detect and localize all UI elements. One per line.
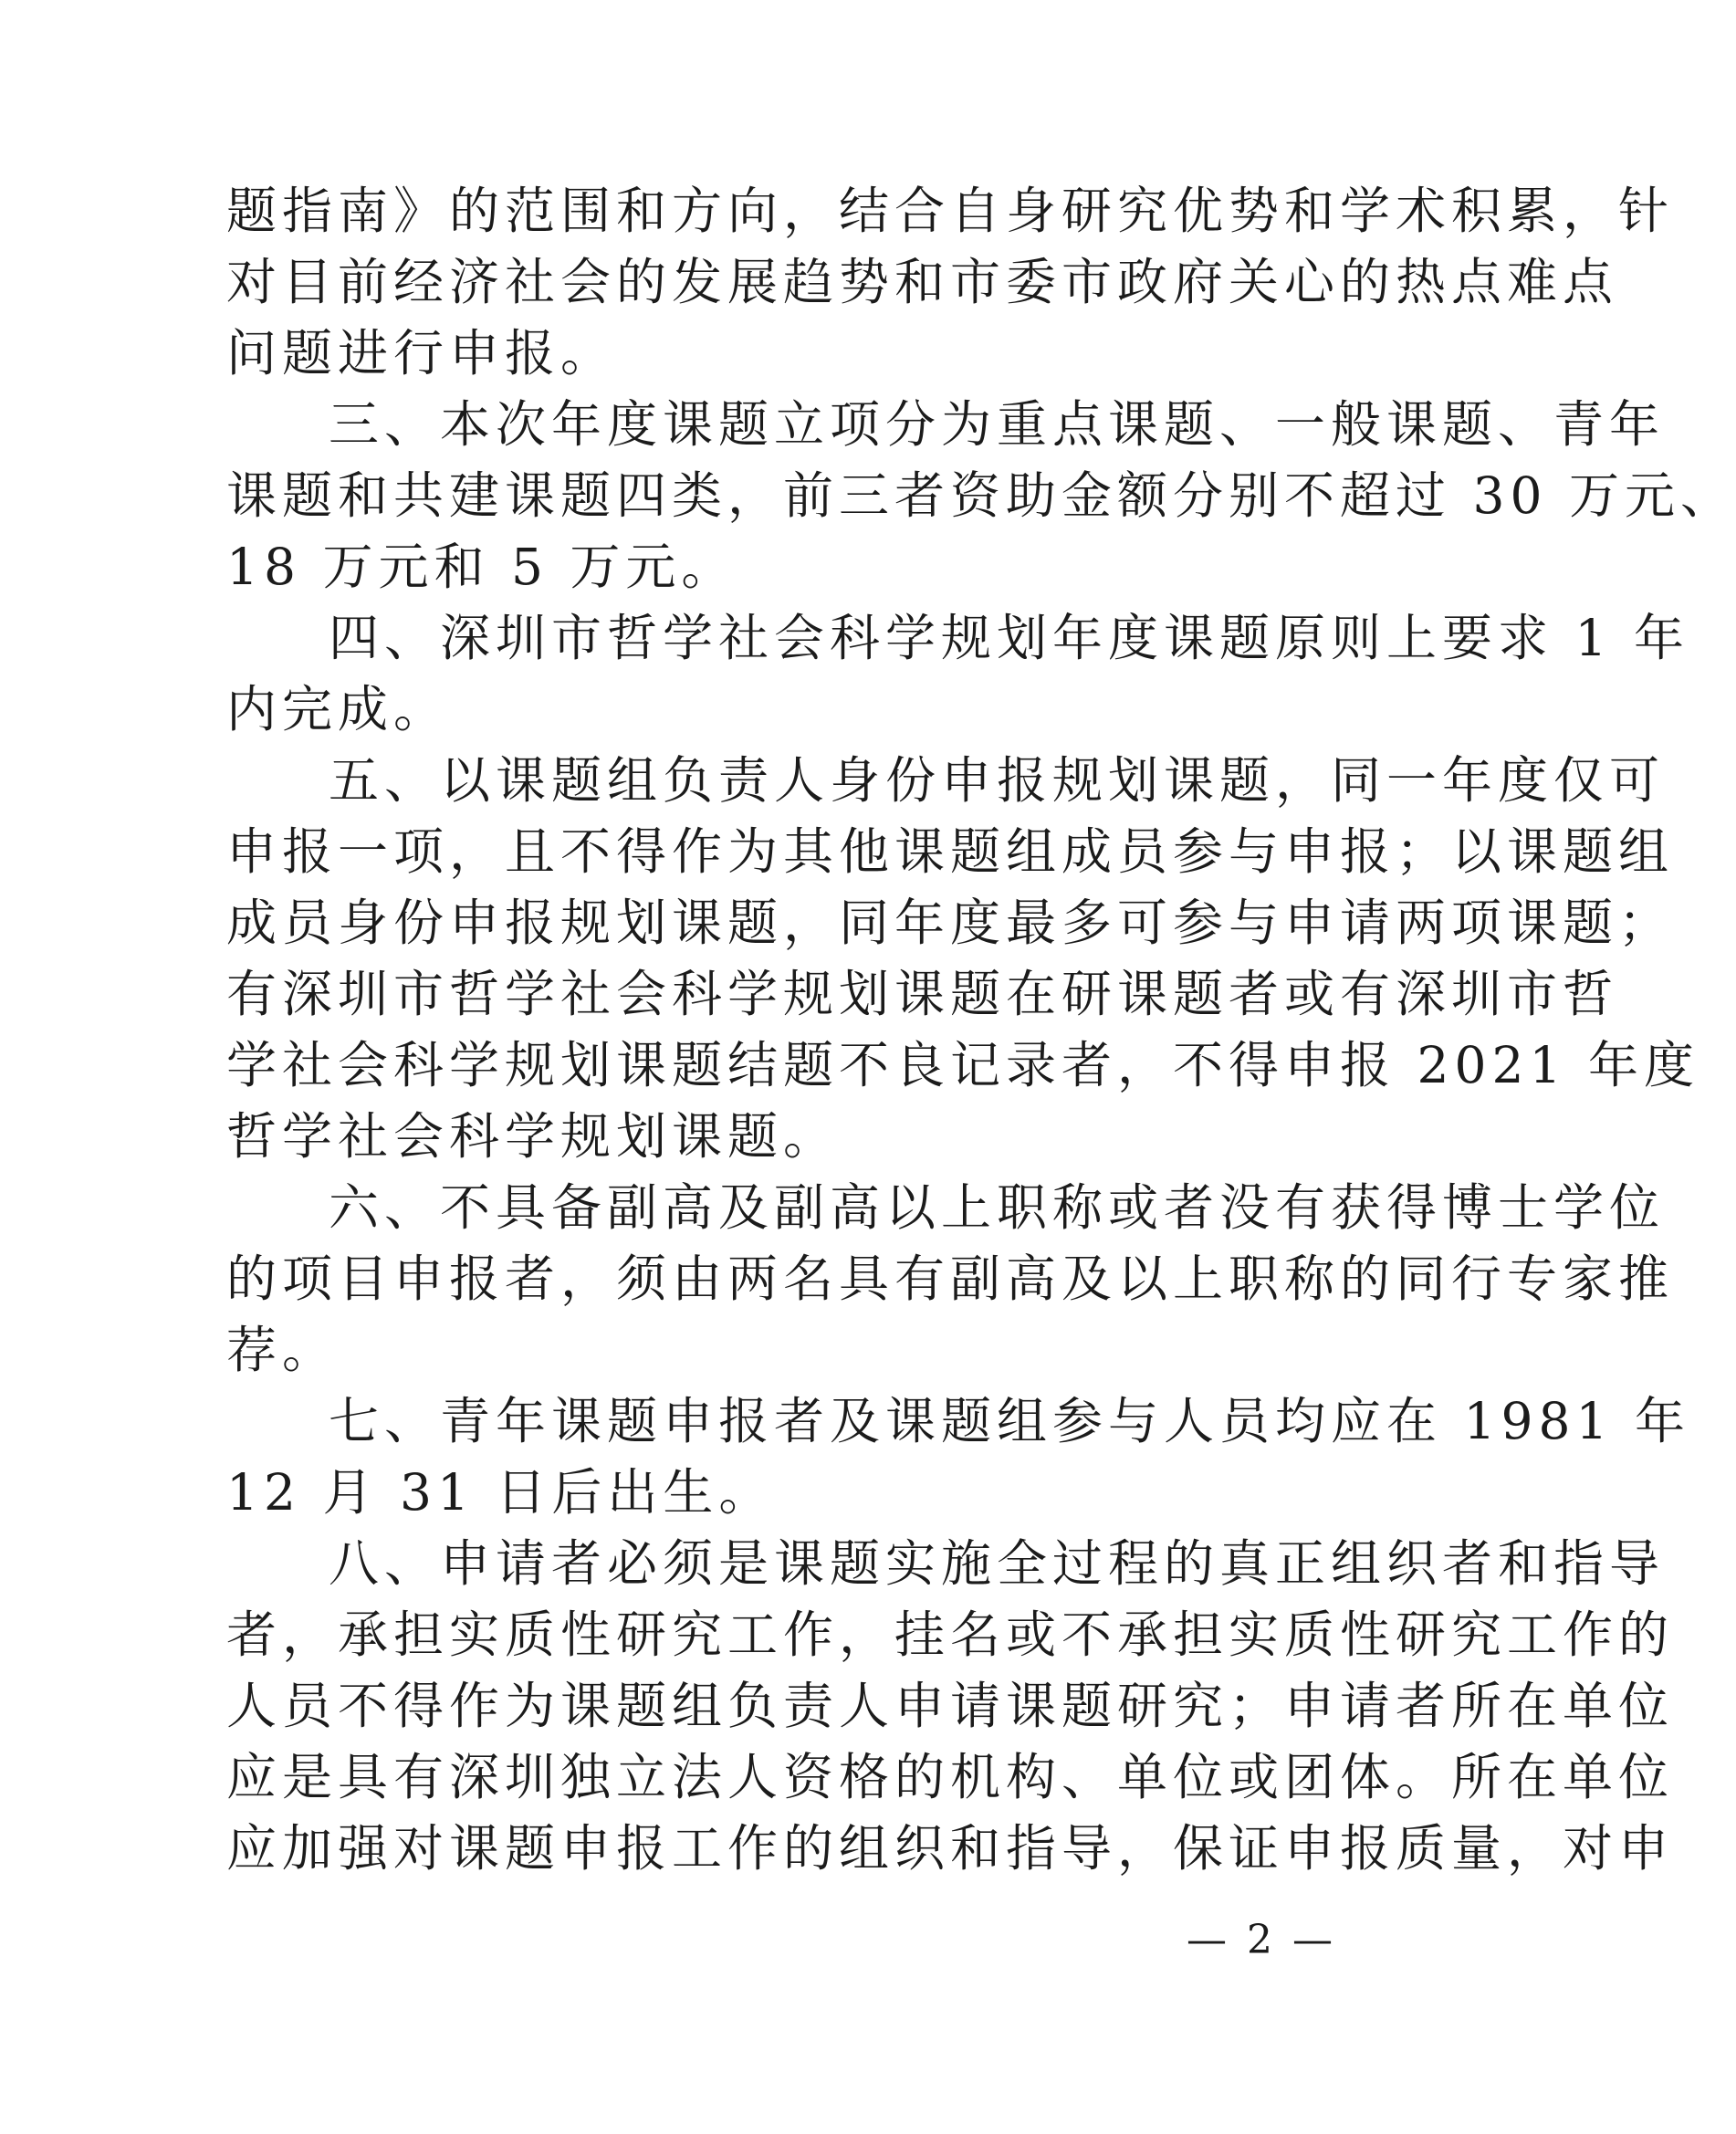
text-line: 的项目申报者，须由两名具有副高及以上职称的同行专家推	[226, 1250, 1675, 1308]
text-line: 应是具有深圳独立法人资格的机构、单位或团体。所在单位	[226, 1748, 1675, 1806]
text-line: 者，承担实质性研究工作，挂名或不承担实质性研究工作的	[226, 1606, 1675, 1664]
text-line: 五、以课题组负责人身份申报规划课题，同一年度仅可	[329, 751, 1666, 810]
text-line: 荐。	[226, 1321, 339, 1379]
text-line: 人员不得作为课题组负责人申请课题研究；申请者所在单位	[226, 1677, 1675, 1735]
text-line: 有深圳市哲学社会科学规划课题在研课题者或有深圳市哲	[226, 965, 1619, 1023]
text-line: 申报一项，且不得作为其他课题组成员参与申报；以课题组	[226, 822, 1675, 881]
text-line: 学社会科学规划课题结题不良记录者，不得申报 2021 年度	[226, 1036, 1699, 1094]
text-line: 对目前经济社会的发展趋势和市委市政府关心的热点难点	[226, 253, 1619, 311]
text-line: 应加强对课题申报工作的组织和指导，保证申报质量，对申	[226, 1819, 1675, 1878]
text-line: 18 万元和 5 万元。	[226, 538, 737, 596]
body-text	[226, 175, 1736, 1884]
text-line: 问题进行申报。	[226, 324, 617, 382]
text-line: 三、本次年度课题立项分为重点课题、一般课题、青年	[329, 395, 1666, 454]
text-line: 四、深圳市哲学社会科学规划年度课题原则上要求 1 年	[329, 609, 1689, 667]
text-line: 题指南》的范围和方向，结合自身研究优势和学术积累，针	[226, 182, 1675, 240]
text-line: 哲学社会科学规划课题。	[226, 1107, 840, 1166]
text-line: 课题和共建课题四类，前三者资助金额分别不超过 30 万元、	[226, 466, 1736, 525]
page-number: — 2 —	[1187, 1917, 1336, 1963]
text-line: 七、青年课题申报者及课题组参与人员均应在 1981 年	[329, 1392, 1690, 1450]
text-line: 内完成。	[226, 680, 450, 738]
text-line: 12 月 31 日后出生。	[226, 1463, 775, 1522]
text-line: 八、申请者必须是课题实施全过程的真正组织者和指导	[329, 1534, 1666, 1593]
text-line: 成员身份申报规划课题，同年度最多可参与申请两项课题；	[226, 894, 1675, 952]
text-line: 六、不具备副高及副高以上职称或者没有获得博士学位	[329, 1178, 1666, 1237]
